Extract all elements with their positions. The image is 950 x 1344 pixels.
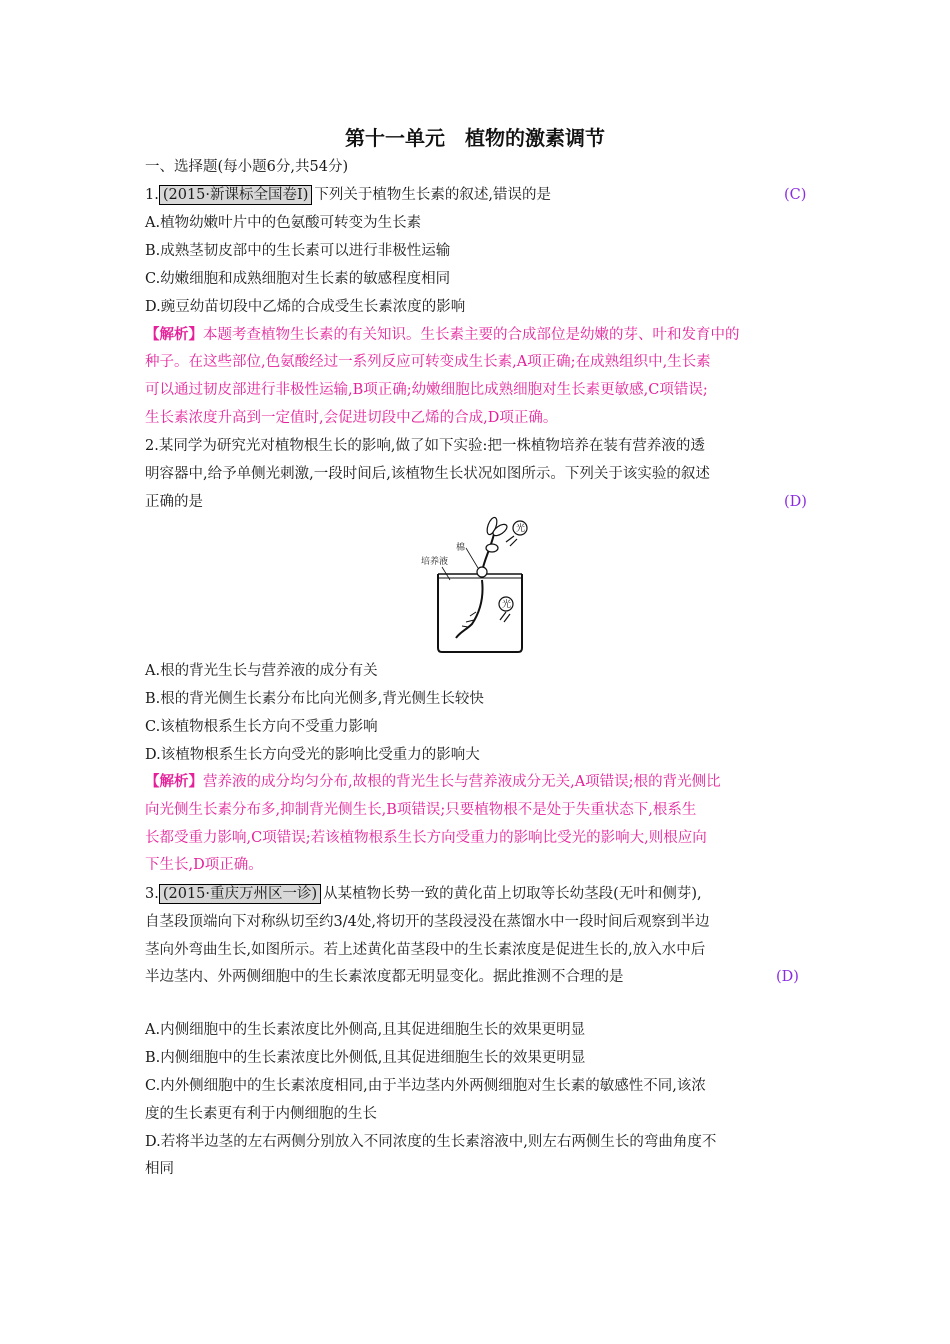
question-3-stem: 3. (2015·重庆万州区一诊) 从某植物长势一致的黄化苗上切取等长幼茎段(无叶和侧芽), — [145, 886, 702, 902]
question-3-stem: 半边茎内、外两侧细胞中的生长素浓度都无明显变化。据此推测不合理的是 — [145, 969, 624, 985]
question-3-number: 3. — [145, 886, 159, 902]
question-2-analysis-line: 向光侧生长素分布多,抑制背光侧生长,B项错误;只要植物根不是处于失重状态下,根系生 — [145, 802, 697, 818]
question-1-analysis-line: 种子。在这些部位,色氨酸经过一系列反应可转变成生长素,A项正确;在成熟组织中,生长素 — [145, 354, 711, 370]
question-2-stem: 2.某同学为研究光对植物根生长的影响,做了如下实验:把一株植物培养在装有营养液的透 — [145, 438, 705, 454]
question-2-answer: (D) — [784, 494, 807, 510]
question-1-stem — [145, 185, 551, 205]
question-1-analysis-line: 可以通过韧皮部进行非极性运输,B项正确;幼嫩细胞比成熟细胞对生长素更敏感,C项错误; — [145, 382, 708, 398]
question-1-number: 1. — [145, 187, 159, 203]
label-solution: 培养液 — [421, 557, 449, 567]
question-2-option-c: C.该植物根系生长方向不受重力影响 — [145, 719, 378, 735]
question-2-stem: 明容器中,给予单侧光刺激,一段时间后,该植物生长状况如图所示。下列关于该实验的叙述 — [145, 466, 710, 482]
question-3-option-b: B.内侧细胞中的生长素浓度比外侧低,且其促进细胞生长的效果更明显 — [145, 1050, 586, 1066]
question-1-option-a: A.植物幼嫩叶片中的色氨酸可转变为生长素 — [145, 215, 422, 231]
question-3-source: (2015·重庆万州区一诊) — [159, 884, 321, 904]
question-2-option-b: B.根的背光侧生长素分布比向光侧多,背光侧生长较快 — [145, 691, 484, 707]
question-1-option-d: D.豌豆幼苗切段中乙烯的合成受生长素浓度的影响 — [145, 299, 466, 315]
question-2-option-a: A.根的背光生长与营养液的成分有关 — [145, 663, 378, 679]
question-1-answer: (C) — [784, 187, 807, 203]
question-1-source: (2015·新课标全国卷Ⅰ) — [159, 185, 313, 205]
question-3-stem: 茎向外弯曲生长,如图所示。若上述黄化苗茎段中的生长素浓度是促进生长的,放入水中后 — [145, 942, 706, 958]
question-2-analysis-line: 【解析】营养液的成分均匀分布,故根的背光生长与营养液成分无关,A项错误;根的背光侧比 — [145, 773, 721, 790]
label-light: 光 — [516, 524, 526, 534]
question-2-stem: 正确的是 — [145, 494, 203, 510]
analysis-tag: 【解析】 — [145, 326, 203, 343]
question-1-analysis-line: 【解析】本题考查植物生长素的有关知识。生长素主要的合成部位是幼嫩的芽、叶和发育中的 — [145, 326, 740, 343]
question-3-option-c: C.内外侧细胞中的生长素浓度相同,由于半边茎内外两侧细胞对生长素的敏感性不同,该浓 — [145, 1078, 706, 1094]
question-1-analysis-line: 生长素浓度升高到一定值时,会促进切段中乙烯的合成,D项正确。 — [145, 410, 558, 426]
label-light: 光 — [502, 600, 512, 610]
label-cotton: 棉 — [456, 543, 466, 553]
question-3-stem: 自茎段顶端向下对称纵切至约3/4处,将切开的茎段浸没在蒸馏水中一段时间后观察到半边 — [145, 914, 710, 930]
question-3-option-d: D.若将半边茎的左右两侧分别放入不同浓度的生长素溶液中,则左右两侧生长的弯曲角度不 — [145, 1134, 717, 1150]
question-1-option-b: B.成熟茎韧皮部中的生长素可以进行非极性运输 — [145, 243, 451, 259]
light-rays-icon — [500, 612, 510, 622]
plant-experiment-figure — [420, 512, 538, 654]
question-2-analysis-line: 长都受重力影响,C项错误;若该植物根系生长方向受重力的影响比受光的影响大,则根应向 — [145, 830, 707, 846]
page-title: 第十一单元 植物的激素调节 — [345, 126, 605, 150]
question-3-answer: (D) — [776, 969, 799, 985]
question-3-option-d: 相同 — [145, 1161, 174, 1177]
question-2-option-d: D.该植物根系生长方向受光的影响比受重力的影响大 — [145, 747, 480, 763]
question-1-text: 下列关于植物生长素的叙述,错误的是 — [314, 187, 552, 203]
analysis-tag: 【解析】 — [145, 773, 203, 790]
light-rays-icon — [506, 536, 517, 546]
question-3-option-a: A.内侧细胞中的生长素浓度比外侧高,且其促进细胞生长的效果更明显 — [145, 1022, 586, 1038]
section-heading: 一、选择题(每小题6分,共54分) — [145, 159, 349, 175]
plant-leaf — [486, 544, 498, 552]
plant-stem — [482, 534, 494, 572]
question-2-analysis-line: 下生长,D项正确。 — [145, 857, 263, 873]
plant-root — [456, 580, 483, 638]
question-3-option-c: 度的生长素更有利于内侧细胞的生长 — [145, 1106, 377, 1122]
cotton-plug — [477, 567, 487, 577]
question-1-option-c: C.幼嫩细胞和成熟细胞对生长素的敏感程度相同 — [145, 271, 451, 287]
container-outline — [438, 574, 522, 652]
